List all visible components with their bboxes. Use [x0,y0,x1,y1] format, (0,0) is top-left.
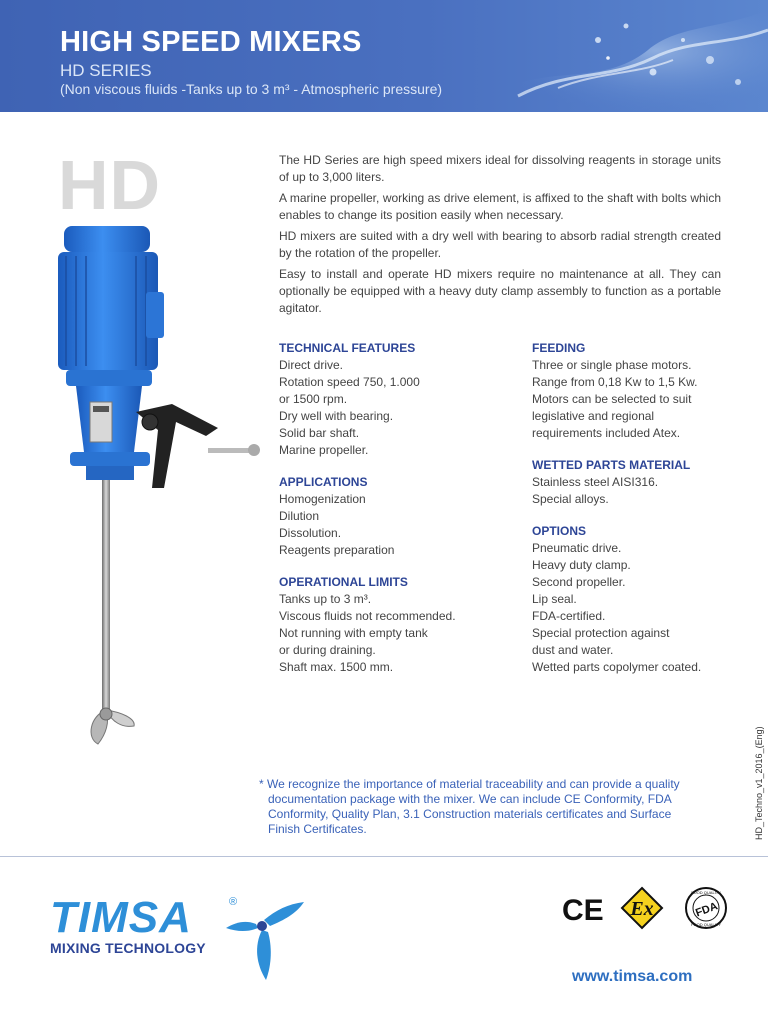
right-spec-column [532,340,732,691]
intro-paragraph: Easy to install and operate HD mixers require no maintenance at all. They can optionally be equipped with a heavy duty clamp assembly to function as a portable agitator. [279,267,721,315]
spec-line: Marine propeller. [279,443,369,457]
traceability-note [259,777,719,837]
section-title: TECHNICAL FEATURES [279,341,416,355]
spec-line: Dilution [279,509,320,523]
logo-wordmark: TIMSA [50,893,192,942]
applications-section [279,474,509,559]
fda-seal-text: FDA [694,900,720,920]
spec-line: Pneumatic drive. [532,541,622,555]
intro-text [279,152,721,321]
footer-divider [0,856,768,857]
fda-ring-bottom: FOOD QUALITY [691,922,721,927]
intro-paragraph: HD mixers are suited with a dry well with bearing to absorb radial strength created by the rotation of the propeller. [279,229,721,260]
section-title: WETTED PARTS MATERIAL [532,458,691,472]
fda-seal-icon [686,888,726,928]
certification-marks [560,884,740,932]
section-title: OPERATIONAL LIMITS [279,575,408,589]
technical-features-section [279,340,509,459]
spec-line: legislative and regional [532,409,655,423]
water-splash-icon [448,0,768,112]
spec-line: Second propeller. [532,575,626,589]
spec-line: Motors can be selected to suit [532,392,692,406]
spec-line: or 1500 rpm. [279,392,348,406]
spec-line: Stainless steel AISI316. [532,475,659,489]
spec-line: Not running with empty tank [279,626,428,640]
propeller-logo-icon [226,890,322,982]
options-section [532,523,732,676]
spec-line: Three or single phase motors. [532,358,692,372]
series-name: HD SERIES [60,61,152,80]
logo-registered-mark: ® [229,896,238,908]
spec-line: Lip seal. [532,592,577,606]
spec-line: Special protection against [532,626,670,640]
spec-line: Range from 0,18 Kw to 1,5 Kw. [532,375,698,389]
left-spec-column [279,340,509,691]
atex-ex-text: Ex [630,898,654,920]
spec-line: or during draining. [279,643,376,657]
operational-limits-section [279,574,509,676]
section-title: FEEDING [532,341,586,355]
intro-paragraph: The HD Series are high speed mixers ideal for dissolving reagents in storage units of up to 3,000 liters. [279,153,721,184]
intro-paragraph: A marine propeller, working as drive element, is affixed to the shaft with bolts which enables to change its position easily when necessary. [279,191,721,222]
note-line: documentation package with the mixer. We can include CE Conformity, FDA [268,792,672,806]
spec-line: Special alloys. [532,492,609,506]
section-title: APPLICATIONS [279,475,368,489]
header-subtitle: (Non viscous fluids -Tanks up to 3 m³ - Atmospheric pressure) [60,81,443,97]
note-line: * We recognize the importance of material traceability and can provide a quality [259,777,680,791]
spec-line: dust and water. [532,643,614,657]
page-title: HIGH SPEED MIXERS [60,26,362,58]
header-banner [0,0,768,112]
website-link[interactable]: www.timsa.com [572,968,693,985]
spec-line: Homogenization [279,492,366,506]
fda-ring-top: FOOD QUALITY [691,890,721,895]
ce-mark-text: CE [562,894,604,927]
wetted-parts-section [532,457,732,508]
spec-line: Direct drive. [279,358,344,372]
spec-line: Dry well with bearing. [279,409,394,423]
logo-tagline: MIXING TECHNOLOGY [50,940,206,956]
spec-line: Solid bar shaft. [279,426,360,440]
spec-line: Shaft max. 1500 mm. [279,660,394,674]
spec-line: FDA-certified. [532,609,606,623]
spec-line: requirements included Atex. [532,426,681,440]
ce-mark-icon [562,894,604,927]
atex-ex-icon [622,888,662,928]
timsa-logo [46,890,276,982]
series-badge: HD [58,146,162,224]
spec-line: Dissolution. [279,526,342,540]
note-line: Conformity, Quality Plan, 3.1 Construction materials certificates and Surface [268,807,672,821]
spec-line: Tanks up to 3 m³. [279,592,372,606]
feeding-section [532,340,732,442]
spec-line: Rotation speed 750, 1.000 [279,375,420,389]
mixer-product-image [50,222,270,762]
note-line: Finish Certificates. [268,822,367,836]
spec-line: Heavy duty clamp. [532,558,631,572]
spec-line: Reagents preparation [279,543,395,557]
document-code [742,726,764,840]
spec-line: Viscous fluids not recommended. [279,609,456,623]
document-code-text: HD_Techno_v1_2016_(Eng) [754,726,764,840]
spec-line: Wetted parts copolymer coated. [532,660,702,674]
section-title: OPTIONS [532,524,587,538]
